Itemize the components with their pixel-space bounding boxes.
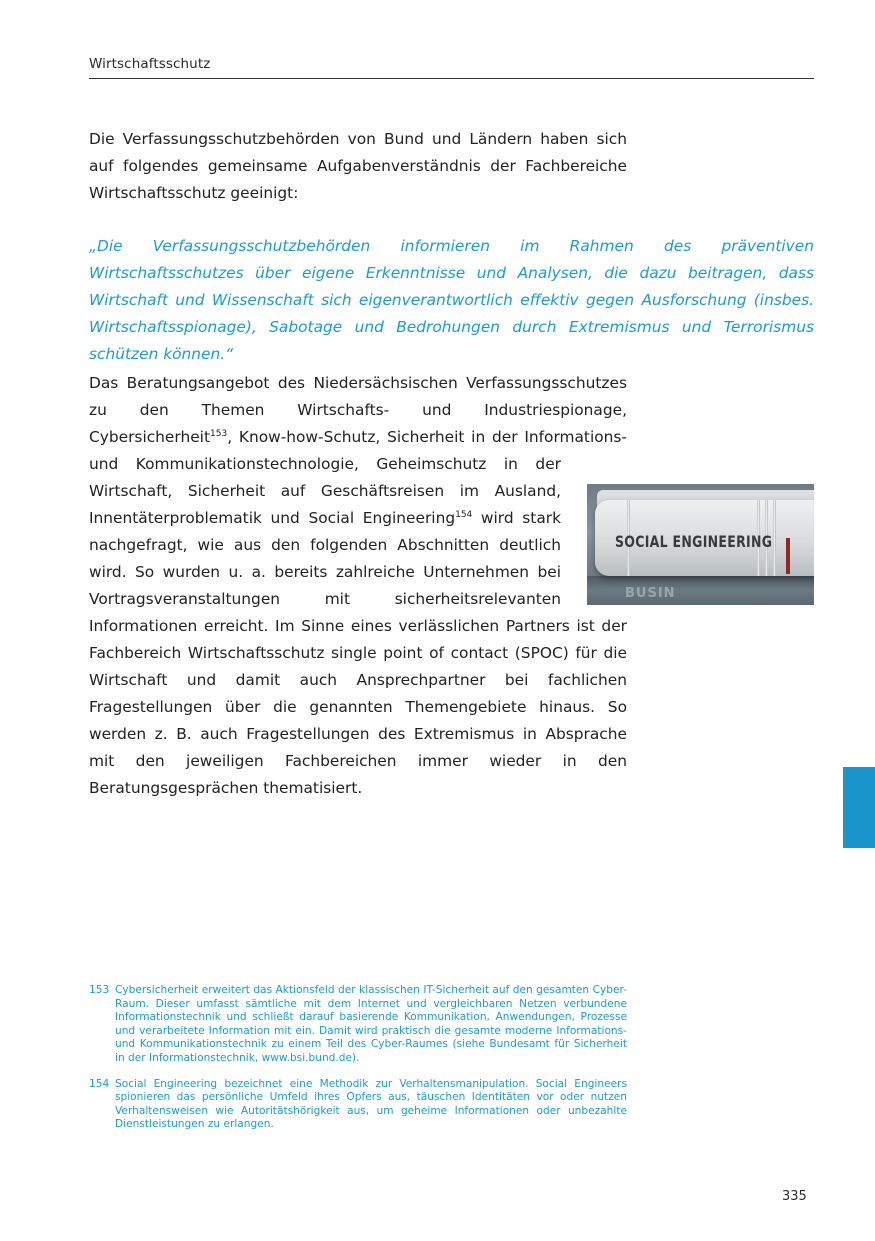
quote-paragraph: „Die Verfassungsschutzbehörden informieren im Rahmen des präventiven Wirtschaftsschutzes über eigene Erkenntnisse und Analysen, die dazu beitragen, dass Wirtschaft und Wissenschaft sich eigenverantwortlich effektiv gegen Ausforschung (insbes. Wirtschaftsspionage), Sabotage und Bedrohungen durch Extremismus und Terrorismus schützen können.“ — [89, 237, 814, 363]
second-book — [587, 576, 814, 605]
chapter-tab-marker — [843, 767, 875, 848]
header-divider — [89, 78, 814, 79]
footnote-ref-153[interactable]: 153 — [210, 429, 228, 439]
footnote-154 — [89, 1078, 627, 1132]
footnote-ref-154[interactable]: 154 — [455, 510, 473, 520]
book-title-label: SOCIAL ENGINEERING — [615, 532, 773, 551]
book-ridge — [773, 500, 776, 576]
footnote-number: 154 — [89, 1077, 110, 1090]
second-book-title: BUSIN — [625, 586, 676, 601]
main-paragraph — [89, 370, 627, 802]
bookmark-ribbon — [786, 538, 790, 574]
running-header: Wirtschaftsschutz — [89, 56, 211, 72]
footnote-153 — [89, 984, 627, 1066]
footnote-text: Cybersicherheit erweitert das Aktionsfeld der klassischen IT-Sicherheit auf den gesamten Cyber-Raum. Dieser umfasst sämtliche mit dem Internet und vergleichbaren Netzen verbundene Informationstechnik und schließt darauf basierende Kommunikation, Anwendungen, Prozesse und verarbeitete Information mit ein. Damit wird praktisch die gesamte moderne Informations- und Kommunikationstechnik zu einem Teil des Cyber-Raumes (siehe Bundesamt für Sicherheit in der Informationstechnik, www.bsi.bund.de). — [115, 984, 627, 1064]
social-engineering-book-image — [587, 484, 814, 605]
main-text-part-3: wird stark nachgefragt, wie aus den folgenden Abschnitten deutlich wird. So wurden u. a. bereits zahlreiche Unternehmen bei Vortragsveranstaltungen mit sicherheitsrelevanten Informationen erreicht. Im Sinne eines verlässlichen Partners ist der Fachbereich Wirtschaftsschutz single point of contact (SPOC) für die Wirtschaft und damit auch Ansprechpartner bei fachlichen Fragestellungen über die genannten Themengebiete hinaus. So werden z. B. auch Fragestellungen des Extremismus in Absprache mit den jeweiligen Fachbereichen immer wieder in den Beratungsgesprächen thematisiert. — [89, 509, 627, 797]
footnotes — [89, 984, 627, 1144]
main-text-part-2: , Know-how-Schutz, Sicherheit in der Informations- und Kommunikationstechnologie, Geheimschutz in der Wirtschaft, Sicherheit auf Geschäftsreisen im Ausland, Innentäterproblematik und Social Engineering — [89, 428, 627, 527]
footnote-text: Social Engineering bezeichnet eine Methodik zur Verhaltensmanipulation. Social Engineers spionieren das persönliche Umfeld ihres Opfers aus, täuschen Identitäten vor oder nutzen Verhaltensweisen wie Autoritätshörigkeit aus, um geheime Informationen oder unbezahlte Dienstleistungen zu erlangen. — [115, 1077, 627, 1131]
intro-paragraph: Die Verfassungsschutzbehörden von Bund und Ländern haben sich auf folgendes gemeinsame Aufgabenverständnis der Fachbereiche Wirtschaftsschutz geeinigt: — [89, 130, 627, 202]
page-number: 335 — [782, 1189, 807, 1204]
footnote-number: 153 — [89, 984, 110, 996]
main-text-part-1: Das Beratungsangebot des Niedersächsischen Verfassungsschutzes zu den Themen Wirtschafts- und Industriespionage, Cybersicherheit — [89, 374, 627, 446]
